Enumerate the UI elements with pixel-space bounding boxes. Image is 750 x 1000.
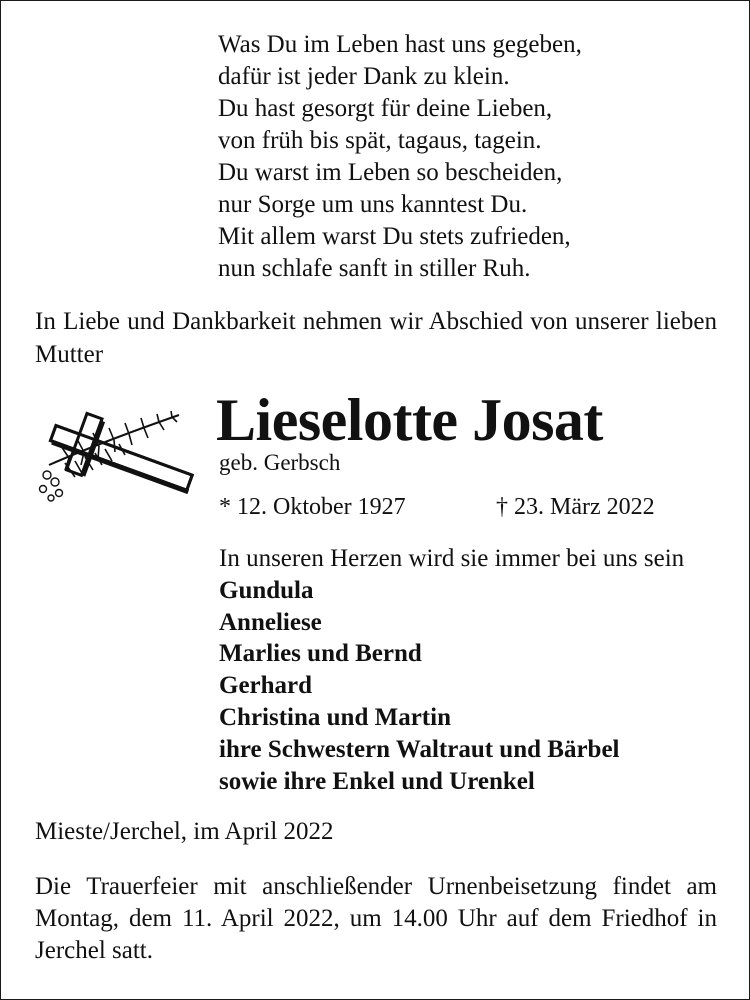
place-and-date: Mieste/Jerchel, im April 2022 — [35, 818, 334, 845]
poem-line: nun schlafe sanft in stiller Ruh. — [218, 255, 531, 282]
mourner-name: ihre Schwestern Waltraut und Bärbel — [219, 735, 620, 763]
deceased-name: Lieselotte Josat — [216, 387, 603, 453]
death-date: † 23. März 2022 — [496, 494, 655, 520]
mourner-name: Anneliese — [219, 608, 322, 636]
memorial-poem — [218, 29, 582, 285]
poem-line: Du warst im Leben so bescheiden, — [218, 159, 563, 186]
farewell-intro: In Liebe und Dankbarkeit nehmen wir Abschied von unserer lieben Mutter — [35, 308, 717, 368]
mourner-name: Gundula — [219, 576, 314, 604]
mourner-name: sowie ihre Enkel und Urenkel — [219, 767, 535, 795]
cross-with-palm-branch-icon — [29, 403, 209, 511]
poem-line: Was Du im Leben hast uns gegeben, — [218, 31, 582, 58]
mourners-block — [219, 543, 684, 797]
poem-line: Mit allem warst Du stets zufrieden, — [218, 223, 571, 250]
birth-date: * 12. Oktober 1927 — [219, 494, 406, 520]
mourners-heading: In unseren Herzen wird sie immer bei uns sein — [219, 545, 685, 572]
poem-line: nur Sorge um uns kanntest Du. — [218, 191, 528, 218]
funeral-notice: Die Trauerfeier mit anschließender Urnenbeisetzung findet am Montag, dem 11. April 2022, um 14.00 Uhr auf dem Friedhof in Jerchel satt. — [35, 873, 717, 964]
maiden-name: geb. Gerbsch — [219, 450, 341, 475]
mourner-name: Christina und Martin — [219, 703, 451, 731]
poem-line: von früh bis spät, tagaus, tagein. — [218, 127, 542, 154]
mourner-name: Gerhard — [219, 672, 313, 700]
poem-line: dafür ist jeder Dank zu klein. — [218, 63, 510, 90]
mourner-name: Marlies und Bernd — [219, 640, 422, 668]
poem-line: Du hast gesorgt für deine Lieben, — [218, 95, 553, 122]
